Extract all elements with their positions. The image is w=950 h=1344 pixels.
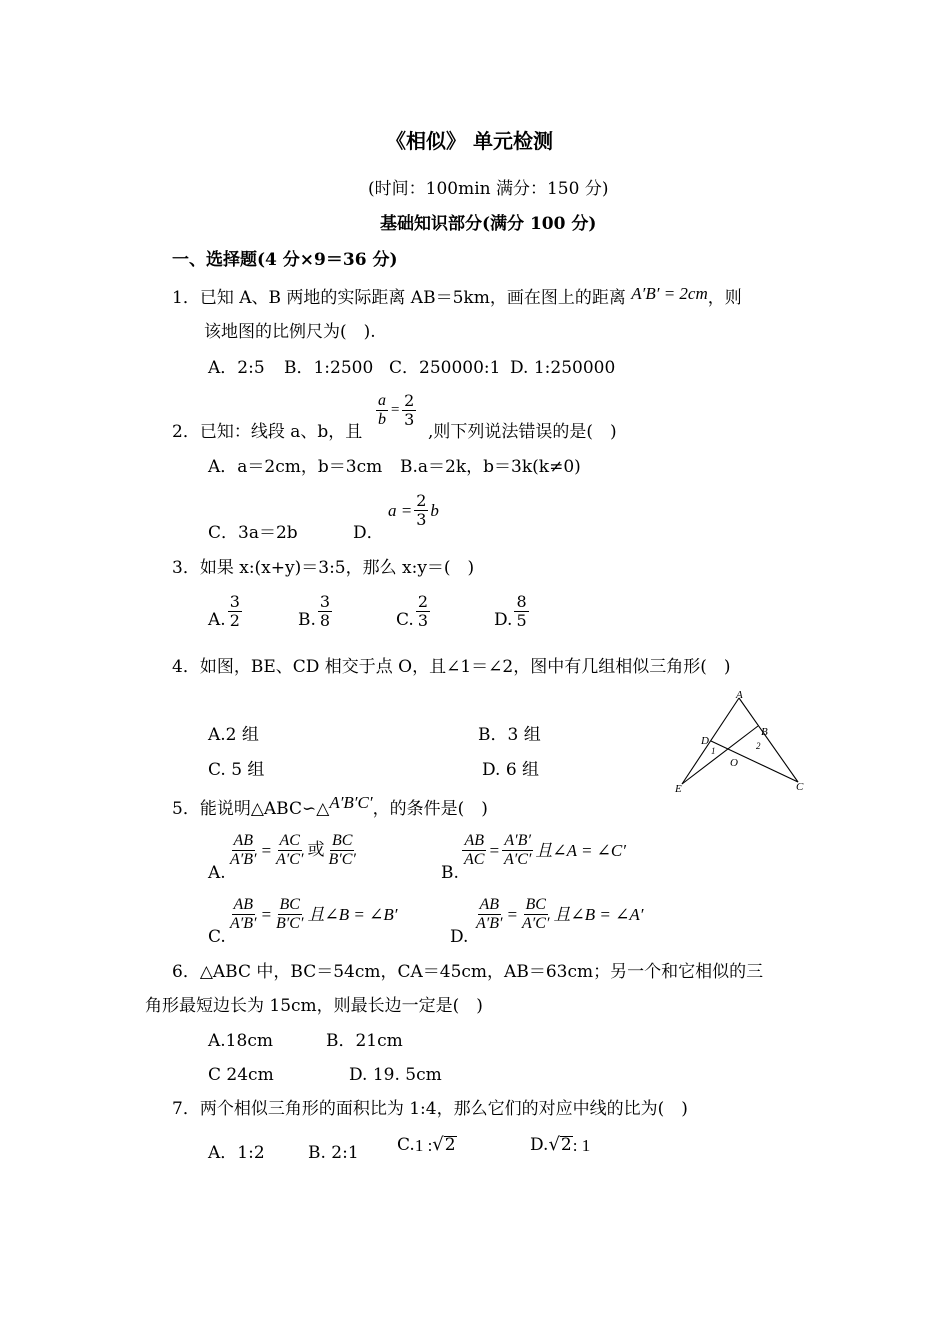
- math-expression: A′B′C′: [329, 793, 373, 812]
- ratio-prefix: 1 :: [414, 1135, 433, 1155]
- question-number: 7．: [172, 1099, 200, 1119]
- label-b: B: [761, 726, 768, 738]
- option-c[interactable]: C．3a＝2b: [208, 523, 298, 543]
- option-d-label[interactable]: D.: [450, 927, 469, 947]
- ratio-suffix: : 1: [572, 1135, 591, 1155]
- option-b[interactable]: B．21cm: [326, 1031, 403, 1051]
- option-label: A.: [208, 610, 226, 630]
- frac-num: a: [378, 392, 386, 409]
- question-number: 1．: [172, 288, 200, 308]
- option-d[interactable]: D. 19. 5cm: [349, 1065, 442, 1085]
- question-number: 4．: [172, 657, 200, 677]
- frac-den: 5: [516, 611, 527, 630]
- question-5: [172, 793, 488, 819]
- frac-den: A′C′: [522, 915, 550, 932]
- question-1: [172, 284, 742, 308]
- time-info: (时间：100min 满分：150 分): [368, 179, 609, 199]
- question-text: ，则: [707, 288, 742, 308]
- option-a[interactable]: A．2:5: [208, 358, 265, 378]
- sqrt-icon: √: [432, 1134, 444, 1155]
- option-a[interactable]: A.2 组: [208, 725, 259, 745]
- line-dc: [711, 741, 798, 782]
- option-b[interactable]: B．1:2500: [284, 358, 374, 378]
- question-number: 3．: [172, 558, 200, 578]
- frac-num: 2: [404, 391, 415, 410]
- option-b[interactable]: B. 2:1: [308, 1143, 359, 1163]
- question-4: [172, 659, 731, 676]
- option-d-formula: [388, 493, 439, 528]
- option-a[interactable]: A．a＝2cm，b＝3cm: [208, 457, 383, 477]
- equals-sign: =: [390, 402, 401, 418]
- option-label: B.: [298, 610, 316, 630]
- ratio-equation: [374, 393, 418, 428]
- connector-text: 或: [307, 840, 325, 860]
- option-a[interactable]: A.18cm: [208, 1031, 273, 1051]
- question-text-cont: 该地图的比例尺为( ).: [204, 322, 376, 342]
- option-a[interactable]: [208, 594, 244, 629]
- frac-num: BC: [331, 832, 353, 849]
- frac-den: A′B′: [230, 851, 257, 868]
- question-text-cont: 角形最短边长为 15cm，则最长边一定是( ): [145, 996, 483, 1016]
- frac-num: 2: [416, 491, 427, 510]
- option-c[interactable]: C．250000:1: [389, 358, 501, 378]
- section-heading: 一、选择题(4 分×9＝36 分): [172, 250, 398, 270]
- radicand: 2: [444, 1135, 456, 1155]
- option-label: D.: [530, 1135, 549, 1155]
- line-ac: [739, 698, 798, 782]
- angle-label-2: 2: [756, 741, 761, 751]
- question-7: [172, 1101, 688, 1118]
- frac-num: AC: [279, 832, 300, 849]
- frac-den: A′B′: [230, 915, 257, 932]
- question-text: 两个相似三角形的面积比为 1:4，那么它们的对应中线的比为( ): [199, 1099, 688, 1119]
- frac-num: AB: [233, 832, 254, 849]
- question-text: 已知：线段 a、b，且: [199, 422, 363, 442]
- frac-den: 3: [416, 510, 427, 529]
- frac-num: 8: [516, 592, 527, 611]
- option-label: D.: [494, 610, 513, 630]
- question-2-lead: [172, 424, 362, 441]
- option-b-formula: $\frac{AB}{AC}$ = $\frac{A'B'}{A'C'}$ 且∠A = ∠C′: [464, 832, 626, 868]
- option-label: C.: [396, 610, 414, 630]
- condition-text: 且∠A = ∠C′: [535, 841, 626, 860]
- formula-rhs: b: [430, 501, 439, 520]
- frac-den: 8: [319, 611, 331, 630]
- frac-num: BC: [279, 896, 300, 913]
- question-number: 5．: [172, 799, 200, 819]
- frac-num: 3: [319, 592, 331, 611]
- question-3: [172, 560, 474, 577]
- line-ae: [682, 698, 739, 784]
- frac-den: b: [378, 411, 386, 428]
- option-c[interactable]: C. 5 组: [208, 760, 265, 780]
- option-d[interactable]: [530, 1136, 590, 1154]
- question-number: 6．: [172, 962, 200, 982]
- frac-den: AC: [464, 851, 485, 868]
- question-text: 如图，BE、CD 相交于点 O，且∠1＝∠2，图中有几组相似三角形( ): [199, 657, 731, 677]
- frac-num: 2: [417, 592, 428, 611]
- condition-text: 且∠B = ∠A′: [553, 905, 644, 924]
- frac-den: 2: [229, 611, 240, 630]
- option-c-formula: $\frac{AB}{A'B'}$ = $\frac{BC}{B'C'}$ 且∠B = ∠B′: [230, 896, 398, 932]
- question-6: [172, 964, 763, 981]
- label-c: C: [796, 781, 804, 793]
- option-c[interactable]: [397, 1136, 457, 1154]
- question-text: ,则下列说法错误的是( ): [428, 422, 617, 442]
- page-title: 《相似》 单元检测: [386, 129, 553, 153]
- option-d[interactable]: D. 1:250000: [510, 358, 616, 378]
- label-e: E: [675, 783, 682, 795]
- question-text: ，的条件是( ): [372, 799, 488, 819]
- question-text: 如果 x:(x+y)＝3:5，那么 x:y＝( ): [199, 558, 475, 578]
- option-d[interactable]: [494, 594, 531, 629]
- option-b-label[interactable]: B.: [441, 863, 459, 883]
- frac-num: A′B′: [504, 832, 531, 849]
- frac-den: 3: [404, 410, 415, 429]
- frac-den: B′C′: [328, 851, 356, 868]
- line-eb: [682, 726, 758, 784]
- frac-num: 3: [229, 592, 240, 611]
- frac-num: AB: [464, 832, 484, 849]
- frac-num: AB: [233, 896, 254, 913]
- option-a-formula: $\frac{AB}{A'B'}$ = $\frac{AC}{A'C'}$ 或 $\frac{BC}{B'C'}$: [230, 832, 356, 868]
- option-label: C.: [397, 1135, 415, 1155]
- frac-num: BC: [525, 896, 546, 913]
- question-number: 2．: [172, 422, 200, 442]
- triangle-figure: [670, 688, 820, 798]
- option-c-label[interactable]: C.: [208, 927, 226, 947]
- option-b[interactable]: B．3 组: [478, 725, 541, 745]
- frac-den: A′B′: [476, 915, 503, 932]
- label-d: D: [701, 735, 709, 747]
- radicand: 2: [560, 1135, 572, 1155]
- option-d-label[interactable]: D．: [353, 523, 384, 543]
- formula-lhs: a =: [388, 501, 413, 520]
- label-o: O: [730, 757, 738, 769]
- condition-text: 且∠B = ∠B′: [307, 905, 398, 924]
- question-text: △ABC 中，BC＝54cm，CA＝45cm，AB＝63cm；另一个和它相似的三: [199, 962, 764, 982]
- option-a-label[interactable]: A.: [208, 863, 226, 883]
- option-c[interactable]: C 24cm: [208, 1065, 274, 1085]
- label-a: A: [736, 689, 743, 701]
- part-title: 基础知识部分(满分 100 分): [380, 214, 597, 234]
- math-expression: A′B′ = 2cm: [631, 284, 708, 303]
- question-text: 能说明△ABC∽△: [199, 799, 330, 819]
- question-text: 已知 A、B 两地的实际距离 AB＝5km，画在图上的距离: [199, 288, 626, 308]
- option-d-formula: $\frac{AB}{A'B'}$ = $\frac{BC}{A'C'}$ 且∠B = ∠A′: [476, 896, 644, 932]
- frac-den: A′C′: [503, 851, 532, 868]
- option-b[interactable]: B.a＝2k，b＝3k(k≠0): [400, 457, 581, 477]
- sqrt-icon: √: [548, 1134, 560, 1155]
- frac-den: B′C′: [276, 915, 304, 932]
- option-c[interactable]: [396, 594, 432, 629]
- frac-den: 3: [417, 611, 428, 630]
- option-d[interactable]: D. 6 组: [482, 760, 540, 780]
- option-b[interactable]: [298, 594, 334, 629]
- frac-den: A′C′: [276, 851, 304, 868]
- frac-num: AB: [479, 896, 500, 913]
- angle-label-1: 1: [711, 746, 716, 756]
- option-a[interactable]: A．1:2: [208, 1143, 265, 1163]
